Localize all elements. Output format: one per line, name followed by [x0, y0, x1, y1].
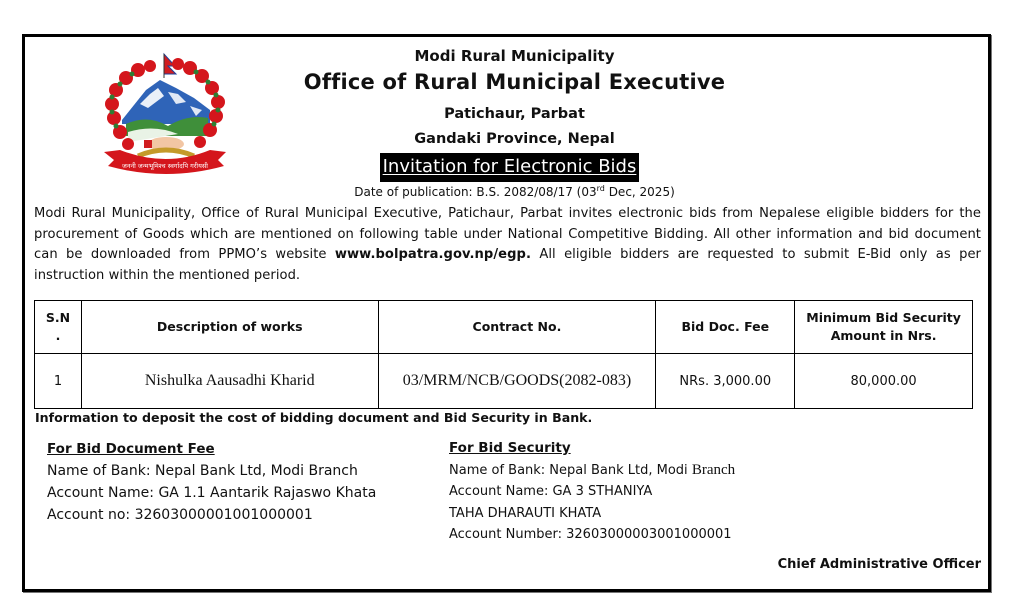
municipality-name: Modi Rural Municipality — [414, 47, 615, 65]
header-min-bid-security — [795, 301, 973, 354]
table-header-row — [35, 301, 973, 354]
bid-document-fee-heading: For Bid Document Fee — [47, 441, 215, 457]
intro-text-start: Modi Rural Municipality, Office of Rural Municipal Executive, Patichaur, Parbat invites electronic bids from Nepalese eligible bidders for the procurement of Goods which are mentioned on following table under National Competitive Bidding. All other information and bid document can be downloaded from PPMO’s website — [34, 206, 981, 262]
bid-fee-account-no: Account no: 32603000001001000001 — [47, 507, 313, 523]
cell-bid-doc-fee: NRs. 3,000.00 — [656, 354, 795, 409]
intro-paragraph — [34, 204, 981, 286]
bid-security-section — [449, 438, 735, 546]
cell-contract-no: 03/MRM/NCB/GOODS(2082-083) — [378, 354, 656, 409]
bid-fee-account-name: Account Name: GA 1.1 Aantarik Rajaswo Khata — [47, 485, 377, 501]
deposit-info-heading: Information to deposit the cost of bidding document and Bid Security in Bank. — [35, 410, 593, 425]
office-name: Office of Rural Municipal Executive — [303, 70, 726, 94]
office-location: Patichaur, Parbat — [444, 106, 585, 122]
bid-document-fee-section — [47, 438, 376, 526]
publication-date — [0, 184, 1029, 199]
intro-text-end: All eligible bidders are requested to submit E-Bid only as per instruction within the mentioned period. — [34, 247, 981, 283]
header-sn-line2: . — [55, 328, 61, 343]
header-description: Description of works — [81, 301, 378, 354]
date-suffix: Dec, 2025) — [604, 185, 675, 199]
header-security-line2: Amount in Nrs. — [830, 328, 937, 343]
bid-security-account-name-line1: Account Name: GA 3 STHANIYA — [449, 484, 653, 499]
bid-table — [34, 300, 973, 409]
signatory-title: Chief Administrative Officer — [777, 557, 981, 572]
bank-name-prefix: Name of Bank: Nepal Bank Ltd, Modi — [449, 462, 692, 478]
header-bid-doc-fee: Bid Doc. Fee — [656, 301, 795, 354]
header-sn — [35, 301, 82, 354]
bid-security-bank-name — [449, 460, 735, 482]
notice-title-wrap — [0, 153, 1029, 182]
header-sn-line1: S.N — [45, 310, 71, 325]
header-security-line1: Minimum Bid Security — [806, 310, 961, 325]
bolpatra-website-link[interactable]: www.bolpatra.gov.np/egp. — [334, 247, 531, 262]
office-province: Gandaki Province, Nepal — [414, 131, 615, 147]
bid-fee-bank-name: Name of Bank: Nepal Bank Ltd, Modi Branch — [47, 463, 358, 479]
bid-security-heading: For Bid Security — [449, 440, 571, 456]
notice-title: Invitation for Electronic Bids — [380, 153, 640, 182]
header-contract-no: Contract No. — [378, 301, 656, 354]
date-superscript: rd — [596, 184, 605, 193]
table-row — [35, 354, 973, 409]
cell-min-bid-security: 80,000.00 — [795, 354, 973, 409]
svg-text:जननी जन्मभूमिश्च स्वर्गादपि गर: जननी जन्मभूमिश्च स्वर्गादपि गरीयसी — [122, 162, 208, 170]
bank-name-suffix: Branch — [691, 461, 736, 478]
bid-security-account-name-line2: TAHA DHARAUTI KHATA — [449, 505, 602, 521]
bid-security-account-number: Account Number: 32603000003001000001 — [449, 527, 732, 542]
cell-sn: 1 — [35, 354, 82, 409]
date-prefix: Date of publication: B.S. 2082/08/17 (03 — [354, 185, 597, 199]
cell-description: Nishulka Aausadhi Kharid — [81, 354, 378, 409]
